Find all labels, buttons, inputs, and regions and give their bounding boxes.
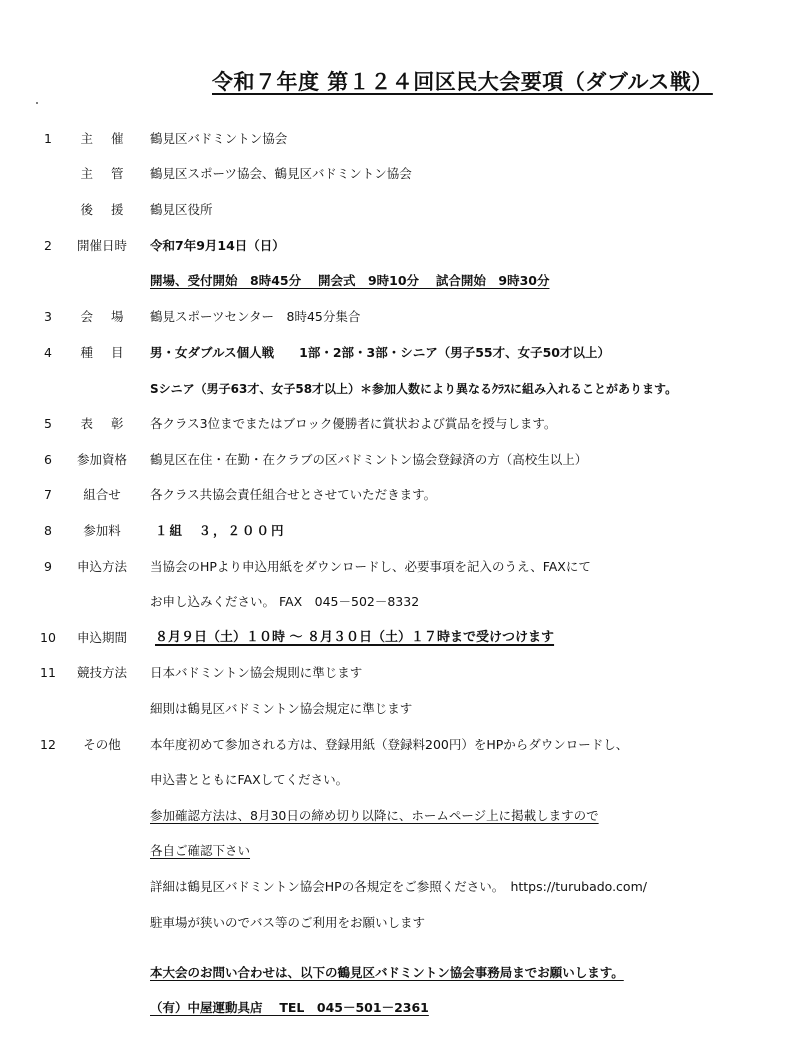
item-label: 表 彰 <box>80 416 131 431</box>
item-value: 本年度初めて参加される方は、登録用紙（登録料200円）をHPからダウンロードし、 <box>150 737 629 752</box>
item-value: 当協会のHPより申込用紙をダウンロードし、必要事項を記入のうえ、FAXにて <box>150 559 591 574</box>
item-label: 申込方法 <box>76 559 127 574</box>
item-value: 鶴見区役所 <box>150 202 213 217</box>
item-venue <box>0 306 800 328</box>
item-value: 申込書とともにFAXしてください。 <box>150 772 349 787</box>
item-other-line5 <box>0 876 800 898</box>
contact-text: 本大会のお問い合わせは、以下の鶴見区バドミントン協会事務局までお願いします。 <box>150 965 624 980</box>
item-value: １組 ３，２００円 <box>155 523 286 538</box>
stray-dot <box>36 102 38 104</box>
item-value: 各クラス共協会責任組合せとさせていただきます。 <box>150 487 437 502</box>
item-value-fax: お申し込みください。 FAX 045－502－8332 <box>150 594 420 609</box>
item-management <box>0 163 800 185</box>
item-other <box>0 734 800 756</box>
item-value-senior: Sシニア（男子63才、女子58才以上）＊参加人数により異なるｸﾗｽに組み入れることがあります。 <box>150 382 678 396</box>
item-number: 11 <box>40 665 56 680</box>
item-fee <box>0 520 800 542</box>
item-value: 鶴見スポーツセンター 8時45分集合 <box>150 309 361 324</box>
item-date <box>0 235 800 257</box>
item-value: 鶴見区在住・在勤・在クラブの区バドミントン協会登録済の方（高校生以上） <box>150 452 588 467</box>
item-support <box>0 199 800 221</box>
item-other-line3 <box>0 805 800 827</box>
item-value: 駐車場が狭いのでバス等のご利用をお願いします <box>150 915 426 930</box>
item-other-line2 <box>0 769 800 791</box>
item-number: 2 <box>44 238 52 253</box>
item-value: 男・女ダブルス個人戦 1部・2部・3部・シニア（男子55才、女子50才以上） <box>150 345 611 360</box>
item-label: その他 <box>83 737 121 752</box>
item-number: 6 <box>44 452 52 467</box>
item-label: 組合せ <box>83 487 121 502</box>
item-number: 12 <box>40 737 56 752</box>
contact-phone: （有）中屋運動具店 TEL 045－501－2361 <box>150 1000 429 1015</box>
item-rules-detail <box>0 698 800 720</box>
item-number: 4 <box>44 345 52 360</box>
item-value-schedule: 開場、受付開始 8時45分 開会式 9時10分 試合開始 9時30分 <box>150 273 550 288</box>
item-number: 9 <box>44 559 52 574</box>
item-label: 申込期間 <box>76 630 127 645</box>
item-eligibility <box>0 449 800 471</box>
item-label: 種 目 <box>80 345 131 360</box>
item-value-detail: 細則は鶴見区バドミントン協会規定に準じます <box>150 701 413 716</box>
item-number: 8 <box>44 523 52 538</box>
item-application <box>0 556 800 578</box>
contact-line1 <box>0 962 800 984</box>
item-value: 鶴見区バドミントン協会 <box>150 131 288 146</box>
item-label: 参加料 <box>83 523 121 538</box>
item-period <box>0 627 800 649</box>
item-value: 各自ご確認下さい <box>150 843 251 858</box>
item-label: 主 管 <box>80 166 131 181</box>
contact-line2 <box>0 997 800 1019</box>
item-date-schedule <box>0 270 800 292</box>
item-number: 1 <box>44 131 52 146</box>
item-label: 会 場 <box>80 309 131 324</box>
item-value: 参加確認方法は、8月30日の締め切り以降に、ホームページ上に掲載しますので <box>150 808 599 823</box>
item-number: 7 <box>44 487 52 502</box>
item-draw <box>0 484 800 506</box>
item-application-fax <box>0 591 800 613</box>
item-value: 各クラス3位までまたはブロック優勝者に賞状および賞品を授与します。 <box>150 416 557 431</box>
item-event <box>0 342 800 364</box>
item-label: 参加資格 <box>76 452 127 467</box>
document-title: 令和７年度 第１２４回区民大会要項（ダブルス戦） <box>212 70 713 94</box>
item-other-line4 <box>0 840 800 862</box>
item-number: 10 <box>40 630 56 645</box>
item-other-line6 <box>0 912 800 934</box>
item-value: ８月９日（土）１０時 ～ ８月３０日（土）１７時まで受けつけます <box>155 630 555 645</box>
item-value: 詳細は鶴見区バドミントン協会HPの各規定をご参照ください。 https://turubado.com/ <box>150 879 647 894</box>
item-value: 鶴見区スポーツ協会、鶴見区バドミントン協会 <box>150 166 412 181</box>
item-number: 5 <box>44 416 52 431</box>
item-label: 競技方法 <box>76 665 127 680</box>
item-number: 3 <box>44 309 52 324</box>
item-event-senior <box>0 378 800 400</box>
item-label: 後 援 <box>80 202 131 217</box>
item-label: 開催日時 <box>76 238 127 253</box>
item-value: 令和7年9月14日（日） <box>150 238 285 253</box>
item-organizer <box>0 128 800 150</box>
item-award <box>0 413 800 435</box>
item-label: 主 催 <box>80 131 131 146</box>
item-rules <box>0 662 800 684</box>
item-value: 日本バドミントン協会規則に準じます <box>150 665 363 680</box>
